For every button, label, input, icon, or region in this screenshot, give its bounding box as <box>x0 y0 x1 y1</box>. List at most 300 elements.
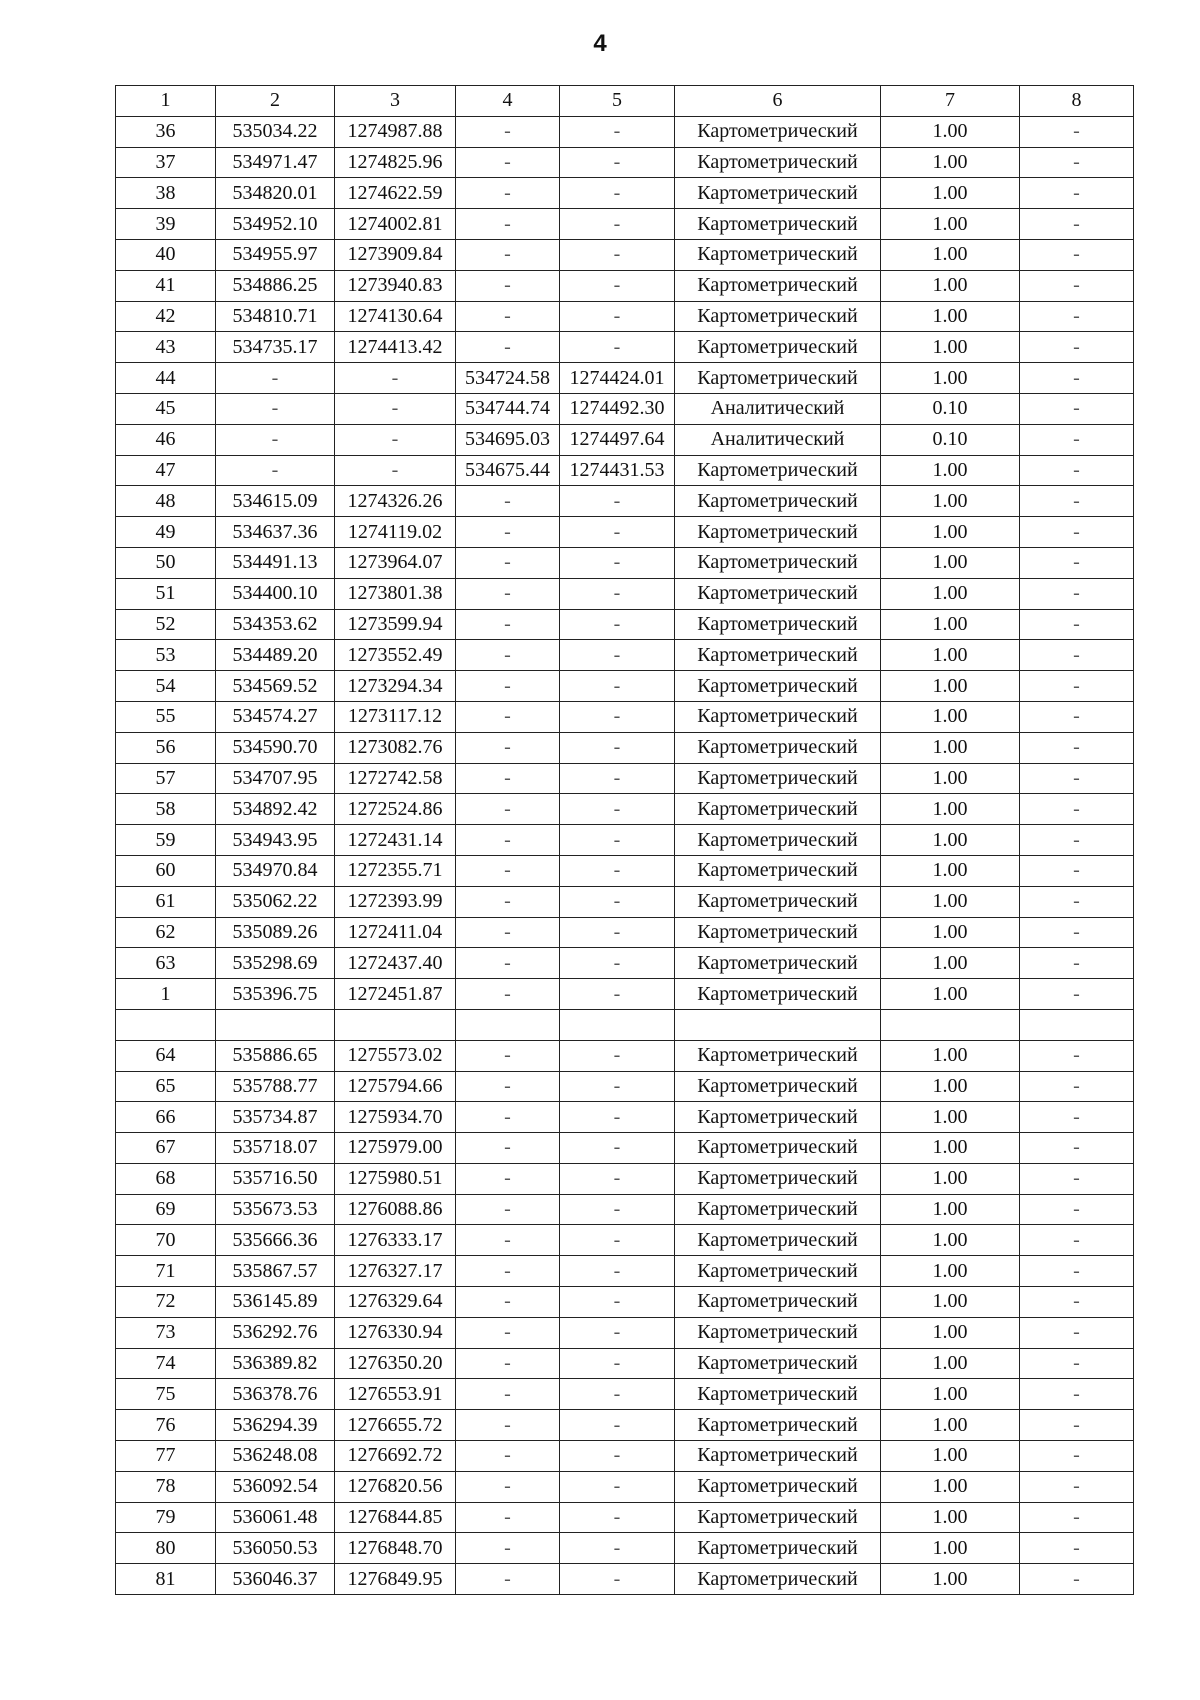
table-row <box>116 578 1134 609</box>
table-cell: - <box>1020 1564 1134 1595</box>
table-cell: Картометрический <box>675 948 881 979</box>
table-cell: 1274002.81 <box>335 209 456 240</box>
table-cell: 1.00 <box>881 1441 1020 1472</box>
table-cell: 60 <box>116 855 216 886</box>
table-cell: - <box>456 1348 560 1379</box>
table-cell <box>560 1009 675 1040</box>
table-cell: - <box>1020 886 1134 917</box>
table-cell: 534970.84 <box>216 855 335 886</box>
table-cell: - <box>560 701 675 732</box>
table-cell: - <box>560 855 675 886</box>
table-cell: 75 <box>116 1379 216 1410</box>
table-cell: - <box>560 671 675 702</box>
table-cell: 1.00 <box>881 855 1020 886</box>
table-cell: 1.00 <box>881 1040 1020 1071</box>
table-cell: 535396.75 <box>216 979 335 1010</box>
table-cell: 61 <box>116 886 216 917</box>
table-row <box>116 1441 1134 1472</box>
table-cell: Картометрический <box>675 1225 881 1256</box>
table-cell <box>335 1009 456 1040</box>
table-cell: 1276088.86 <box>335 1194 456 1225</box>
table-cell: 1.00 <box>881 640 1020 671</box>
table-cell: - <box>456 1102 560 1133</box>
table-cell: 1273117.12 <box>335 701 456 732</box>
column-header: 8 <box>1020 86 1134 117</box>
table-cell: Картометрический <box>675 270 881 301</box>
table-cell: 59 <box>116 825 216 856</box>
table-row <box>116 1163 1134 1194</box>
table-cell: 78 <box>116 1471 216 1502</box>
table-cell: 36 <box>116 116 216 147</box>
column-header: 5 <box>560 86 675 117</box>
table-cell: 73 <box>116 1317 216 1348</box>
table-row <box>116 855 1134 886</box>
table-cell: 1274987.88 <box>335 116 456 147</box>
table-cell: - <box>560 147 675 178</box>
table-cell: - <box>456 732 560 763</box>
table-cell: 535788.77 <box>216 1071 335 1102</box>
table-cell: 1.00 <box>881 332 1020 363</box>
table-cell: 536145.89 <box>216 1287 335 1318</box>
table-cell: - <box>1020 609 1134 640</box>
table-cell: - <box>1020 1348 1134 1379</box>
table-cell: - <box>1020 763 1134 794</box>
table-cell: 1272742.58 <box>335 763 456 794</box>
table-cell: 1.00 <box>881 239 1020 270</box>
table-cell: Картометрический <box>675 609 881 640</box>
table-cell: - <box>1020 1441 1134 1472</box>
table-cell: 534943.95 <box>216 825 335 856</box>
table-cell: - <box>456 1163 560 1194</box>
table-cell: 38 <box>116 178 216 209</box>
table-cell: - <box>456 578 560 609</box>
table-cell: Картометрический <box>675 301 881 332</box>
table-cell: Картометрический <box>675 1410 881 1441</box>
table-cell: 535666.36 <box>216 1225 335 1256</box>
table-cell: 41 <box>116 270 216 301</box>
table-cell: 536389.82 <box>216 1348 335 1379</box>
column-header: 2 <box>216 86 335 117</box>
table-cell: 1.00 <box>881 209 1020 240</box>
table-cell: Картометрический <box>675 1441 881 1472</box>
table-cell: 536292.76 <box>216 1317 335 1348</box>
table-cell: - <box>456 886 560 917</box>
table-cell: 534569.52 <box>216 671 335 702</box>
table-row <box>116 1410 1134 1441</box>
table-cell: Аналитический <box>675 424 881 455</box>
table-row <box>116 1348 1134 1379</box>
table-cell: - <box>456 979 560 1010</box>
table-row <box>116 1071 1134 1102</box>
table-cell: 535886.65 <box>216 1040 335 1071</box>
table-cell: 81 <box>116 1564 216 1595</box>
table-cell: 1.00 <box>881 116 1020 147</box>
table-cell: 1272524.86 <box>335 794 456 825</box>
table-cell: 1.00 <box>881 1348 1020 1379</box>
table-cell: 74 <box>116 1348 216 1379</box>
table-body <box>116 116 1134 1594</box>
table-cell: 47 <box>116 455 216 486</box>
table-row <box>116 455 1134 486</box>
table-cell: 70 <box>116 1225 216 1256</box>
table-cell: - <box>456 1225 560 1256</box>
table-cell: 536294.39 <box>216 1410 335 1441</box>
table-cell: Картометрический <box>675 116 881 147</box>
table-cell: - <box>456 794 560 825</box>
table-row <box>116 486 1134 517</box>
table-cell: Картометрический <box>675 1471 881 1502</box>
table-cell: 51 <box>116 578 216 609</box>
table-cell: - <box>1020 1225 1134 1256</box>
table-cell <box>456 1009 560 1040</box>
table-cell: - <box>335 363 456 394</box>
table-cell: - <box>456 1410 560 1441</box>
table-cell: - <box>560 825 675 856</box>
table-cell: Картометрический <box>675 578 881 609</box>
table-cell: 1275794.66 <box>335 1071 456 1102</box>
table-cell: 534744.74 <box>456 393 560 424</box>
table-cell: 71 <box>116 1256 216 1287</box>
table-cell: Картометрический <box>675 979 881 1010</box>
table-cell: Картометрический <box>675 701 881 732</box>
table-cell: 77 <box>116 1441 216 1472</box>
table-cell: 40 <box>116 239 216 270</box>
table-cell: Картометрический <box>675 1348 881 1379</box>
table-cell: - <box>560 486 675 517</box>
table-cell: - <box>1020 486 1134 517</box>
table-row <box>116 1133 1134 1164</box>
table-cell: 536248.08 <box>216 1441 335 1472</box>
table-cell: - <box>1020 1502 1134 1533</box>
table-cell: 535734.87 <box>216 1102 335 1133</box>
table-cell: 57 <box>116 763 216 794</box>
table-cell: 535298.69 <box>216 948 335 979</box>
table-cell: 43 <box>116 332 216 363</box>
table-row <box>116 763 1134 794</box>
table-cell: - <box>456 1379 560 1410</box>
table-cell <box>216 1009 335 1040</box>
table-cell: - <box>456 1441 560 1472</box>
table-row <box>116 1102 1134 1133</box>
table-cell: 39 <box>116 209 216 240</box>
table-cell: 1.00 <box>881 1256 1020 1287</box>
table-row <box>116 301 1134 332</box>
table-row <box>116 1194 1134 1225</box>
table-row <box>116 1256 1134 1287</box>
table-cell: 536092.54 <box>216 1471 335 1502</box>
table-cell: - <box>560 1163 675 1194</box>
table-cell: 1274326.26 <box>335 486 456 517</box>
table-cell: - <box>1020 424 1134 455</box>
table-cell: Картометрический <box>675 547 881 578</box>
table-row <box>116 1564 1134 1595</box>
table-cell: - <box>1020 578 1134 609</box>
table-cell: 1.00 <box>881 763 1020 794</box>
table-cell: 1.00 <box>881 979 1020 1010</box>
table-cell: - <box>335 393 456 424</box>
table-cell: - <box>456 547 560 578</box>
table-cell: - <box>456 948 560 979</box>
table-cell: 52 <box>116 609 216 640</box>
table-cell: - <box>1020 1133 1134 1164</box>
table-cell: - <box>560 1287 675 1318</box>
table-cell: - <box>456 1533 560 1564</box>
table-row <box>116 609 1134 640</box>
table-cell: - <box>1020 301 1134 332</box>
table-cell: Картометрический <box>675 886 881 917</box>
table-cell: - <box>1020 1533 1134 1564</box>
table-cell: 1275934.70 <box>335 1102 456 1133</box>
table-cell: - <box>1020 1256 1134 1287</box>
table-cell: 534886.25 <box>216 270 335 301</box>
table-cell: Картометрический <box>675 1194 881 1225</box>
table-cell: - <box>560 794 675 825</box>
table-row <box>116 1225 1134 1256</box>
table-cell <box>1020 1009 1134 1040</box>
table-cell: 44 <box>116 363 216 394</box>
table-cell: 535062.22 <box>216 886 335 917</box>
table-cell: - <box>560 609 675 640</box>
table-cell: - <box>1020 732 1134 763</box>
table-cell: 1.00 <box>881 1564 1020 1595</box>
table-cell: 1276333.17 <box>335 1225 456 1256</box>
table-cell: - <box>456 1471 560 1502</box>
table-cell: 1.00 <box>881 178 1020 209</box>
table-row <box>116 1502 1134 1533</box>
table-row <box>116 794 1134 825</box>
table-cell: Картометрический <box>675 239 881 270</box>
table-cell: - <box>560 917 675 948</box>
table-cell: 1276329.64 <box>335 1287 456 1318</box>
table-row <box>116 948 1134 979</box>
table-cell: 1 <box>116 979 216 1010</box>
table-cell: Картометрический <box>675 917 881 948</box>
table-cell: 535089.26 <box>216 917 335 948</box>
table-cell: Картометрический <box>675 178 881 209</box>
table-row <box>116 917 1134 948</box>
table-cell: 1276844.85 <box>335 1502 456 1533</box>
table-row <box>116 1317 1134 1348</box>
table-cell: 535673.53 <box>216 1194 335 1225</box>
table-cell: Картометрический <box>675 363 881 394</box>
table-cell: - <box>456 1256 560 1287</box>
table-cell: - <box>456 825 560 856</box>
table-cell: 0.10 <box>881 424 1020 455</box>
table-cell: - <box>456 1133 560 1164</box>
table-cell: 1.00 <box>881 886 1020 917</box>
table-cell: 1.00 <box>881 1225 1020 1256</box>
table-cell: Картометрический <box>675 640 881 671</box>
table-cell: - <box>560 209 675 240</box>
table-cell: 72 <box>116 1287 216 1318</box>
table-cell: 1272411.04 <box>335 917 456 948</box>
table-cell: 534971.47 <box>216 147 335 178</box>
table-cell: - <box>560 547 675 578</box>
table-cell: 37 <box>116 147 216 178</box>
table-cell: - <box>1020 979 1134 1010</box>
column-header: 3 <box>335 86 456 117</box>
table-row <box>116 209 1134 240</box>
table-cell: 1.00 <box>881 732 1020 763</box>
table-cell: 536050.53 <box>216 1533 335 1564</box>
table-cell: 1.00 <box>881 578 1020 609</box>
table-cell: - <box>560 1225 675 1256</box>
table-cell: - <box>1020 147 1134 178</box>
table-cell: 0.10 <box>881 393 1020 424</box>
table-cell: Картометрический <box>675 1502 881 1533</box>
table-cell: 1.00 <box>881 486 1020 517</box>
table-cell: - <box>456 1071 560 1102</box>
table-cell: - <box>1020 671 1134 702</box>
table-cell: - <box>1020 1317 1134 1348</box>
table-cell: - <box>456 763 560 794</box>
table-cell: 1273552.49 <box>335 640 456 671</box>
table-cell: 534637.36 <box>216 517 335 548</box>
table-cell: - <box>560 578 675 609</box>
table-cell: Картометрический <box>675 794 881 825</box>
table-row <box>116 1287 1134 1318</box>
table-cell: 1275573.02 <box>335 1040 456 1071</box>
table-cell: Картометрический <box>675 209 881 240</box>
table-cell: 1.00 <box>881 147 1020 178</box>
table-cell: 1273964.07 <box>335 547 456 578</box>
table-cell: 1274424.01 <box>560 363 675 394</box>
table-cell: 534400.10 <box>216 578 335 609</box>
table-cell: 1276327.17 <box>335 1256 456 1287</box>
table-cell: - <box>1020 1163 1134 1194</box>
table-cell: - <box>456 1317 560 1348</box>
table-cell: 79 <box>116 1502 216 1533</box>
table-cell: 68 <box>116 1163 216 1194</box>
table-cell: 534892.42 <box>216 794 335 825</box>
table-cell: 1273082.76 <box>335 732 456 763</box>
table-cell: 534353.62 <box>216 609 335 640</box>
table-cell: - <box>1020 1194 1134 1225</box>
table-cell: - <box>1020 517 1134 548</box>
table-cell: 1.00 <box>881 1379 1020 1410</box>
table-cell: 1275980.51 <box>335 1163 456 1194</box>
table-cell: 1276553.91 <box>335 1379 456 1410</box>
table-cell: 536046.37 <box>216 1564 335 1595</box>
table-cell: - <box>456 209 560 240</box>
table-cell: 1276820.56 <box>335 1471 456 1502</box>
table-cell: 42 <box>116 301 216 332</box>
table-row <box>116 671 1134 702</box>
table-cell: - <box>216 393 335 424</box>
table-cell: Картометрический <box>675 1379 881 1410</box>
table-cell: 62 <box>116 917 216 948</box>
table-cell: 534574.27 <box>216 701 335 732</box>
table-cell: Картометрический <box>675 486 881 517</box>
table-cell: - <box>1020 855 1134 886</box>
table-cell: Картометрический <box>675 1256 881 1287</box>
table-cell: - <box>1020 948 1134 979</box>
table-row <box>116 1471 1134 1502</box>
table-cell: 536061.48 <box>216 1502 335 1533</box>
table-cell: - <box>456 917 560 948</box>
table-cell: - <box>560 517 675 548</box>
table-cell: - <box>560 1379 675 1410</box>
table-cell: Картометрический <box>675 1163 881 1194</box>
table-cell: - <box>456 332 560 363</box>
table-cell: - <box>560 1533 675 1564</box>
column-header: 7 <box>881 86 1020 117</box>
table-cell: - <box>1020 640 1134 671</box>
table-cell: Картометрический <box>675 332 881 363</box>
coordinates-table <box>115 85 1134 1595</box>
table-cell: 1272437.40 <box>335 948 456 979</box>
table-cell: - <box>560 239 675 270</box>
table-cell: 1272355.71 <box>335 855 456 886</box>
table-row <box>116 363 1134 394</box>
table-cell: 1276350.20 <box>335 1348 456 1379</box>
table-cell: 535034.22 <box>216 116 335 147</box>
table-cell: 534820.01 <box>216 178 335 209</box>
table-cell: 53 <box>116 640 216 671</box>
table-cell: 1.00 <box>881 301 1020 332</box>
table-cell: - <box>1020 455 1134 486</box>
table-cell: - <box>456 701 560 732</box>
table-cell: Картометрический <box>675 1317 881 1348</box>
table-row <box>116 517 1134 548</box>
table-cell: Картометрический <box>675 455 881 486</box>
table-row <box>116 1009 1134 1040</box>
table-cell: - <box>1020 1379 1134 1410</box>
table-cell: - <box>1020 239 1134 270</box>
table-cell: 1276655.72 <box>335 1410 456 1441</box>
table-cell: 1.00 <box>881 794 1020 825</box>
table-cell: 1.00 <box>881 270 1020 301</box>
table-cell: 1.00 <box>881 1502 1020 1533</box>
table-header-row <box>116 86 1134 117</box>
table-cell: 534590.70 <box>216 732 335 763</box>
table-cell: 1273801.38 <box>335 578 456 609</box>
table-row <box>116 116 1134 147</box>
table-cell: 1.00 <box>881 1163 1020 1194</box>
table-cell: - <box>456 270 560 301</box>
table-cell: 535867.57 <box>216 1256 335 1287</box>
table-cell: - <box>456 1040 560 1071</box>
table-cell: - <box>1020 178 1134 209</box>
table-cell: - <box>560 1410 675 1441</box>
table-row <box>116 547 1134 578</box>
table-cell: 48 <box>116 486 216 517</box>
table-cell: 1.00 <box>881 1102 1020 1133</box>
table-cell: - <box>560 1133 675 1164</box>
table-cell: 56 <box>116 732 216 763</box>
table-cell: - <box>560 979 675 1010</box>
table-cell: - <box>560 1348 675 1379</box>
table-cell: - <box>560 1471 675 1502</box>
table-cell: - <box>560 1564 675 1595</box>
table-cell: - <box>1020 209 1134 240</box>
table-cell: 1.00 <box>881 609 1020 640</box>
table-cell: 1274413.42 <box>335 332 456 363</box>
table-cell: 1272393.99 <box>335 886 456 917</box>
table-cell: - <box>1020 547 1134 578</box>
table-cell: 58 <box>116 794 216 825</box>
table-cell: - <box>560 270 675 301</box>
table-cell: 534675.44 <box>456 455 560 486</box>
table-cell: - <box>1020 393 1134 424</box>
table-cell: 1.00 <box>881 517 1020 548</box>
table-cell: - <box>456 671 560 702</box>
table-row <box>116 393 1134 424</box>
table-cell: Картометрический <box>675 825 881 856</box>
table-cell: - <box>560 948 675 979</box>
table-cell: 1.00 <box>881 701 1020 732</box>
table-cell: - <box>560 1194 675 1225</box>
